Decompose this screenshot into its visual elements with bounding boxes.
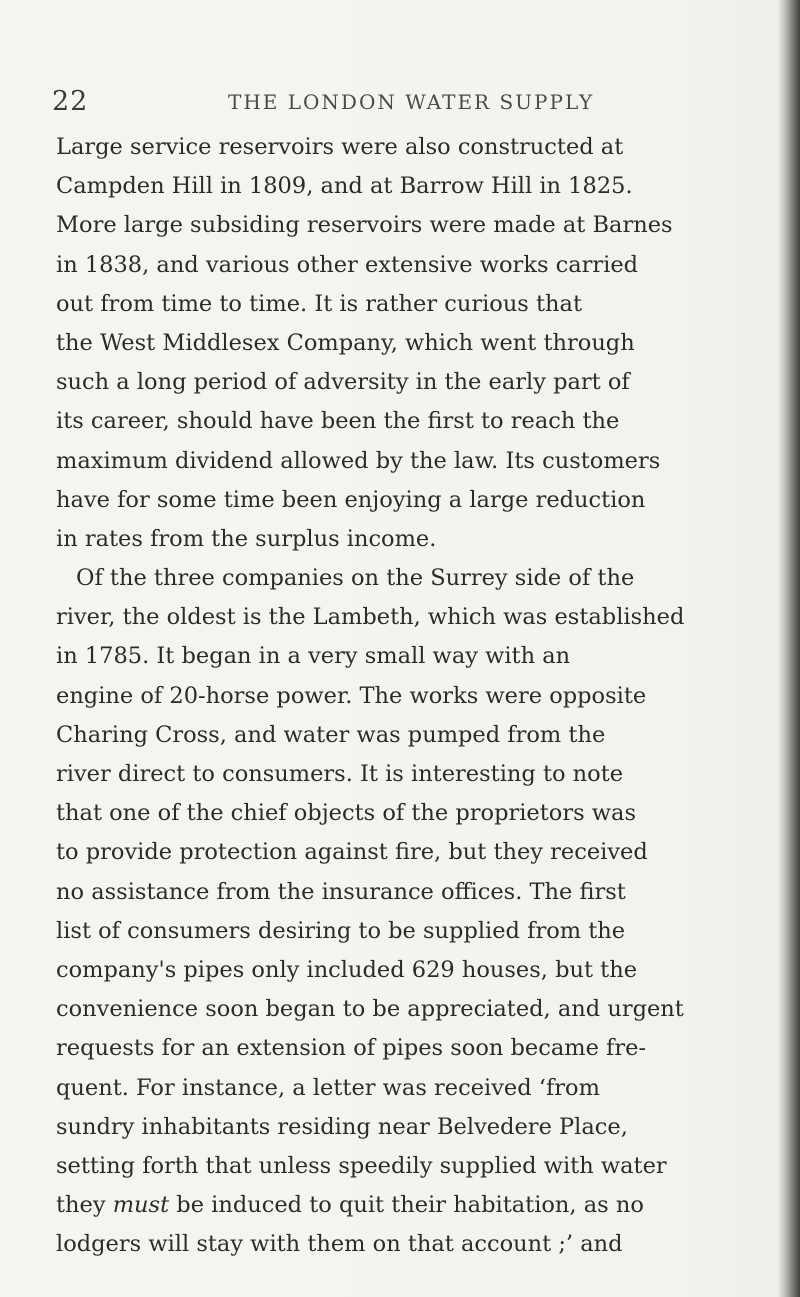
text-segment: be induced to quit their habitation, as no [169, 1192, 644, 1219]
text-line: such a long period of adversity in the early part of [56, 369, 630, 396]
text-line: requests for an extension of pipes soon became fre- [56, 1035, 647, 1062]
text-line: company's pipes only included 629 houses, but the [56, 956, 638, 983]
text-line: river direct to consumers. It is interesting to note [56, 761, 624, 787]
page-edge-shadow [778, 0, 800, 1297]
text-line: maximum dividend allowed by the law. Its customers [56, 447, 661, 474]
running-title: THE LONDON WATER SUPPLY [228, 90, 595, 114]
text-line: the West Middlesex Company, which went through [56, 329, 635, 356]
text-line: that one of the chief objects of the proprietors was [56, 800, 637, 827]
text-line: Charing Cross, and water was pumped from the [56, 721, 606, 748]
text-line: in 1785. It began in a very small way with an [56, 643, 571, 670]
text-line-with-emphasis [56, 1186, 736, 1225]
running-head [52, 86, 692, 122]
text-segment: they [56, 1192, 113, 1219]
text-line: More large subsiding reservoirs were made at Barnes [56, 212, 673, 239]
text-line: quent. For instance, a letter was received ‘from [56, 1074, 600, 1101]
text-line: list of consumers desiring to be supplied from the [56, 917, 626, 944]
text-line: no assistance from the insurance offices. The first [56, 878, 626, 905]
body-text [56, 128, 736, 1264]
text-line: engine of 20-horse power. The works were opposite [56, 682, 647, 709]
text-line: its career, should have been the first to reach the [56, 408, 620, 435]
text-line: sundry inhabitants residing near Belvedere Place, [56, 1113, 628, 1140]
page-number: 22 [52, 86, 89, 117]
text-line: to provide protection against fire, but they received [56, 839, 648, 866]
text-line: in rates from the surplus income. [56, 525, 437, 552]
text-line: in 1838, and various other extensive works carried [56, 251, 639, 278]
text-line: have for some time been enjoying a large reduction [56, 486, 646, 513]
text-line: setting forth that unless speedily supplied with water [56, 1152, 667, 1179]
text-line: Large service reservoirs were also constructed at [56, 134, 624, 160]
paragraph-start-line: Of the three companies on the Surrey side of the [76, 565, 635, 592]
emphasis-must: must [112, 1192, 170, 1219]
text-line: out from time to time. It is rather curious that [56, 290, 582, 317]
text-line: lodgers will stay with them on that account ;’ and [56, 1231, 623, 1258]
text-line: Campden Hill in 1809, and at Barrow Hill in 1825. [56, 173, 633, 200]
text-line: river, the oldest is the Lambeth, which was established [56, 604, 685, 631]
text-line: convenience soon began to be appreciated, and urgent [56, 996, 684, 1023]
